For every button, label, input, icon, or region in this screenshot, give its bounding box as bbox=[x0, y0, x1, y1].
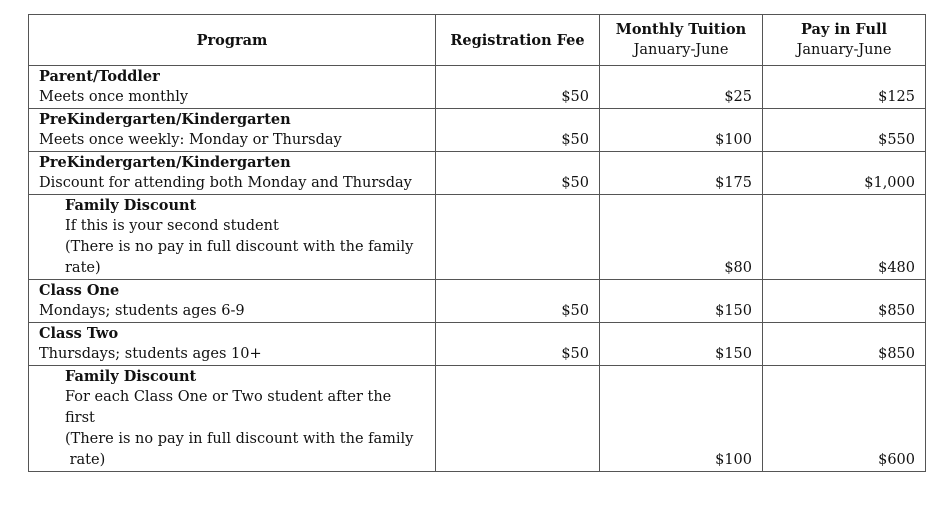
program-name: Family Discount bbox=[65, 197, 197, 214]
pay-in-full-cell: $550 bbox=[763, 109, 926, 152]
program-name: Class Two bbox=[39, 325, 119, 342]
pay-in-full-cell: $600 bbox=[763, 366, 926, 472]
program-cell bbox=[29, 323, 436, 366]
table-row bbox=[29, 109, 926, 152]
program-name: PreKindergarten/Kindergarten bbox=[39, 111, 291, 128]
monthly-tuition-cell: $150 bbox=[600, 323, 763, 366]
table-row bbox=[29, 66, 926, 109]
pay-in-full-cell: $125 bbox=[763, 66, 926, 109]
program-description: Discount for attending both Monday and Thursday bbox=[39, 175, 412, 191]
pay-in-full-cell: $1,000 bbox=[763, 152, 926, 195]
table-row bbox=[29, 366, 926, 472]
table-row bbox=[29, 280, 926, 323]
monthly-tuition-cell: $100 bbox=[600, 366, 763, 472]
registration-fee-cell: $50 bbox=[436, 152, 600, 195]
program-cell bbox=[29, 66, 436, 109]
program-name: PreKindergarten/Kindergarten bbox=[39, 154, 291, 171]
monthly-tuition-cell: $25 bbox=[600, 66, 763, 109]
tuition-table bbox=[28, 14, 926, 472]
program-note: (There is no pay in full discount with the family bbox=[65, 239, 414, 255]
monthly-tuition-cell: $80 bbox=[600, 195, 763, 280]
monthly-tuition-cell: $100 bbox=[600, 109, 763, 152]
program-description: Thursdays; students ages 10+ bbox=[39, 346, 262, 362]
program-description: Meets once monthly bbox=[39, 89, 189, 105]
registration-fee-cell bbox=[436, 366, 600, 472]
registration-fee-cell: $50 bbox=[436, 323, 600, 366]
program-cell bbox=[29, 280, 436, 323]
pay-in-full-cell: $850 bbox=[763, 280, 926, 323]
registration-fee-cell: $50 bbox=[436, 280, 600, 323]
program-note: rate) bbox=[65, 452, 106, 468]
monthly-tuition-cell: $150 bbox=[600, 280, 763, 323]
program-description: For each Class One or Two student after the first bbox=[65, 389, 392, 426]
program-description: If this is your second student bbox=[65, 218, 279, 234]
table-row bbox=[29, 195, 926, 280]
program-name: Family Discount bbox=[65, 368, 197, 385]
pay-in-full-cell: $480 bbox=[763, 195, 926, 280]
program-name: Class One bbox=[39, 282, 120, 299]
program-cell bbox=[29, 195, 436, 280]
program-note: rate) bbox=[65, 260, 101, 276]
table-row bbox=[29, 323, 926, 366]
registration-fee-cell: $50 bbox=[436, 66, 600, 109]
program-description: Meets once weekly: Monday or Thursday bbox=[39, 132, 342, 148]
pay-in-full-cell: $850 bbox=[763, 323, 926, 366]
header-monthly-tuition: Monthly Tuition January-June bbox=[600, 15, 763, 66]
program-cell bbox=[29, 152, 436, 195]
program-cell bbox=[29, 366, 436, 472]
monthly-tuition-cell: $175 bbox=[600, 152, 763, 195]
header-pay-in-full: Pay in Full January-June bbox=[763, 15, 926, 66]
program-description: Mondays; students ages 6-9 bbox=[39, 303, 245, 319]
program-name: Parent/Toddler bbox=[39, 68, 160, 85]
header-program: Program bbox=[29, 15, 436, 66]
program-note: (There is no pay in full discount with the family bbox=[65, 431, 414, 447]
program-cell bbox=[29, 109, 436, 152]
header-registration-fee: Registration Fee bbox=[436, 15, 600, 66]
table-row bbox=[29, 152, 926, 195]
registration-fee-cell bbox=[436, 195, 600, 280]
registration-fee-cell: $50 bbox=[436, 109, 600, 152]
header-row bbox=[29, 15, 926, 66]
